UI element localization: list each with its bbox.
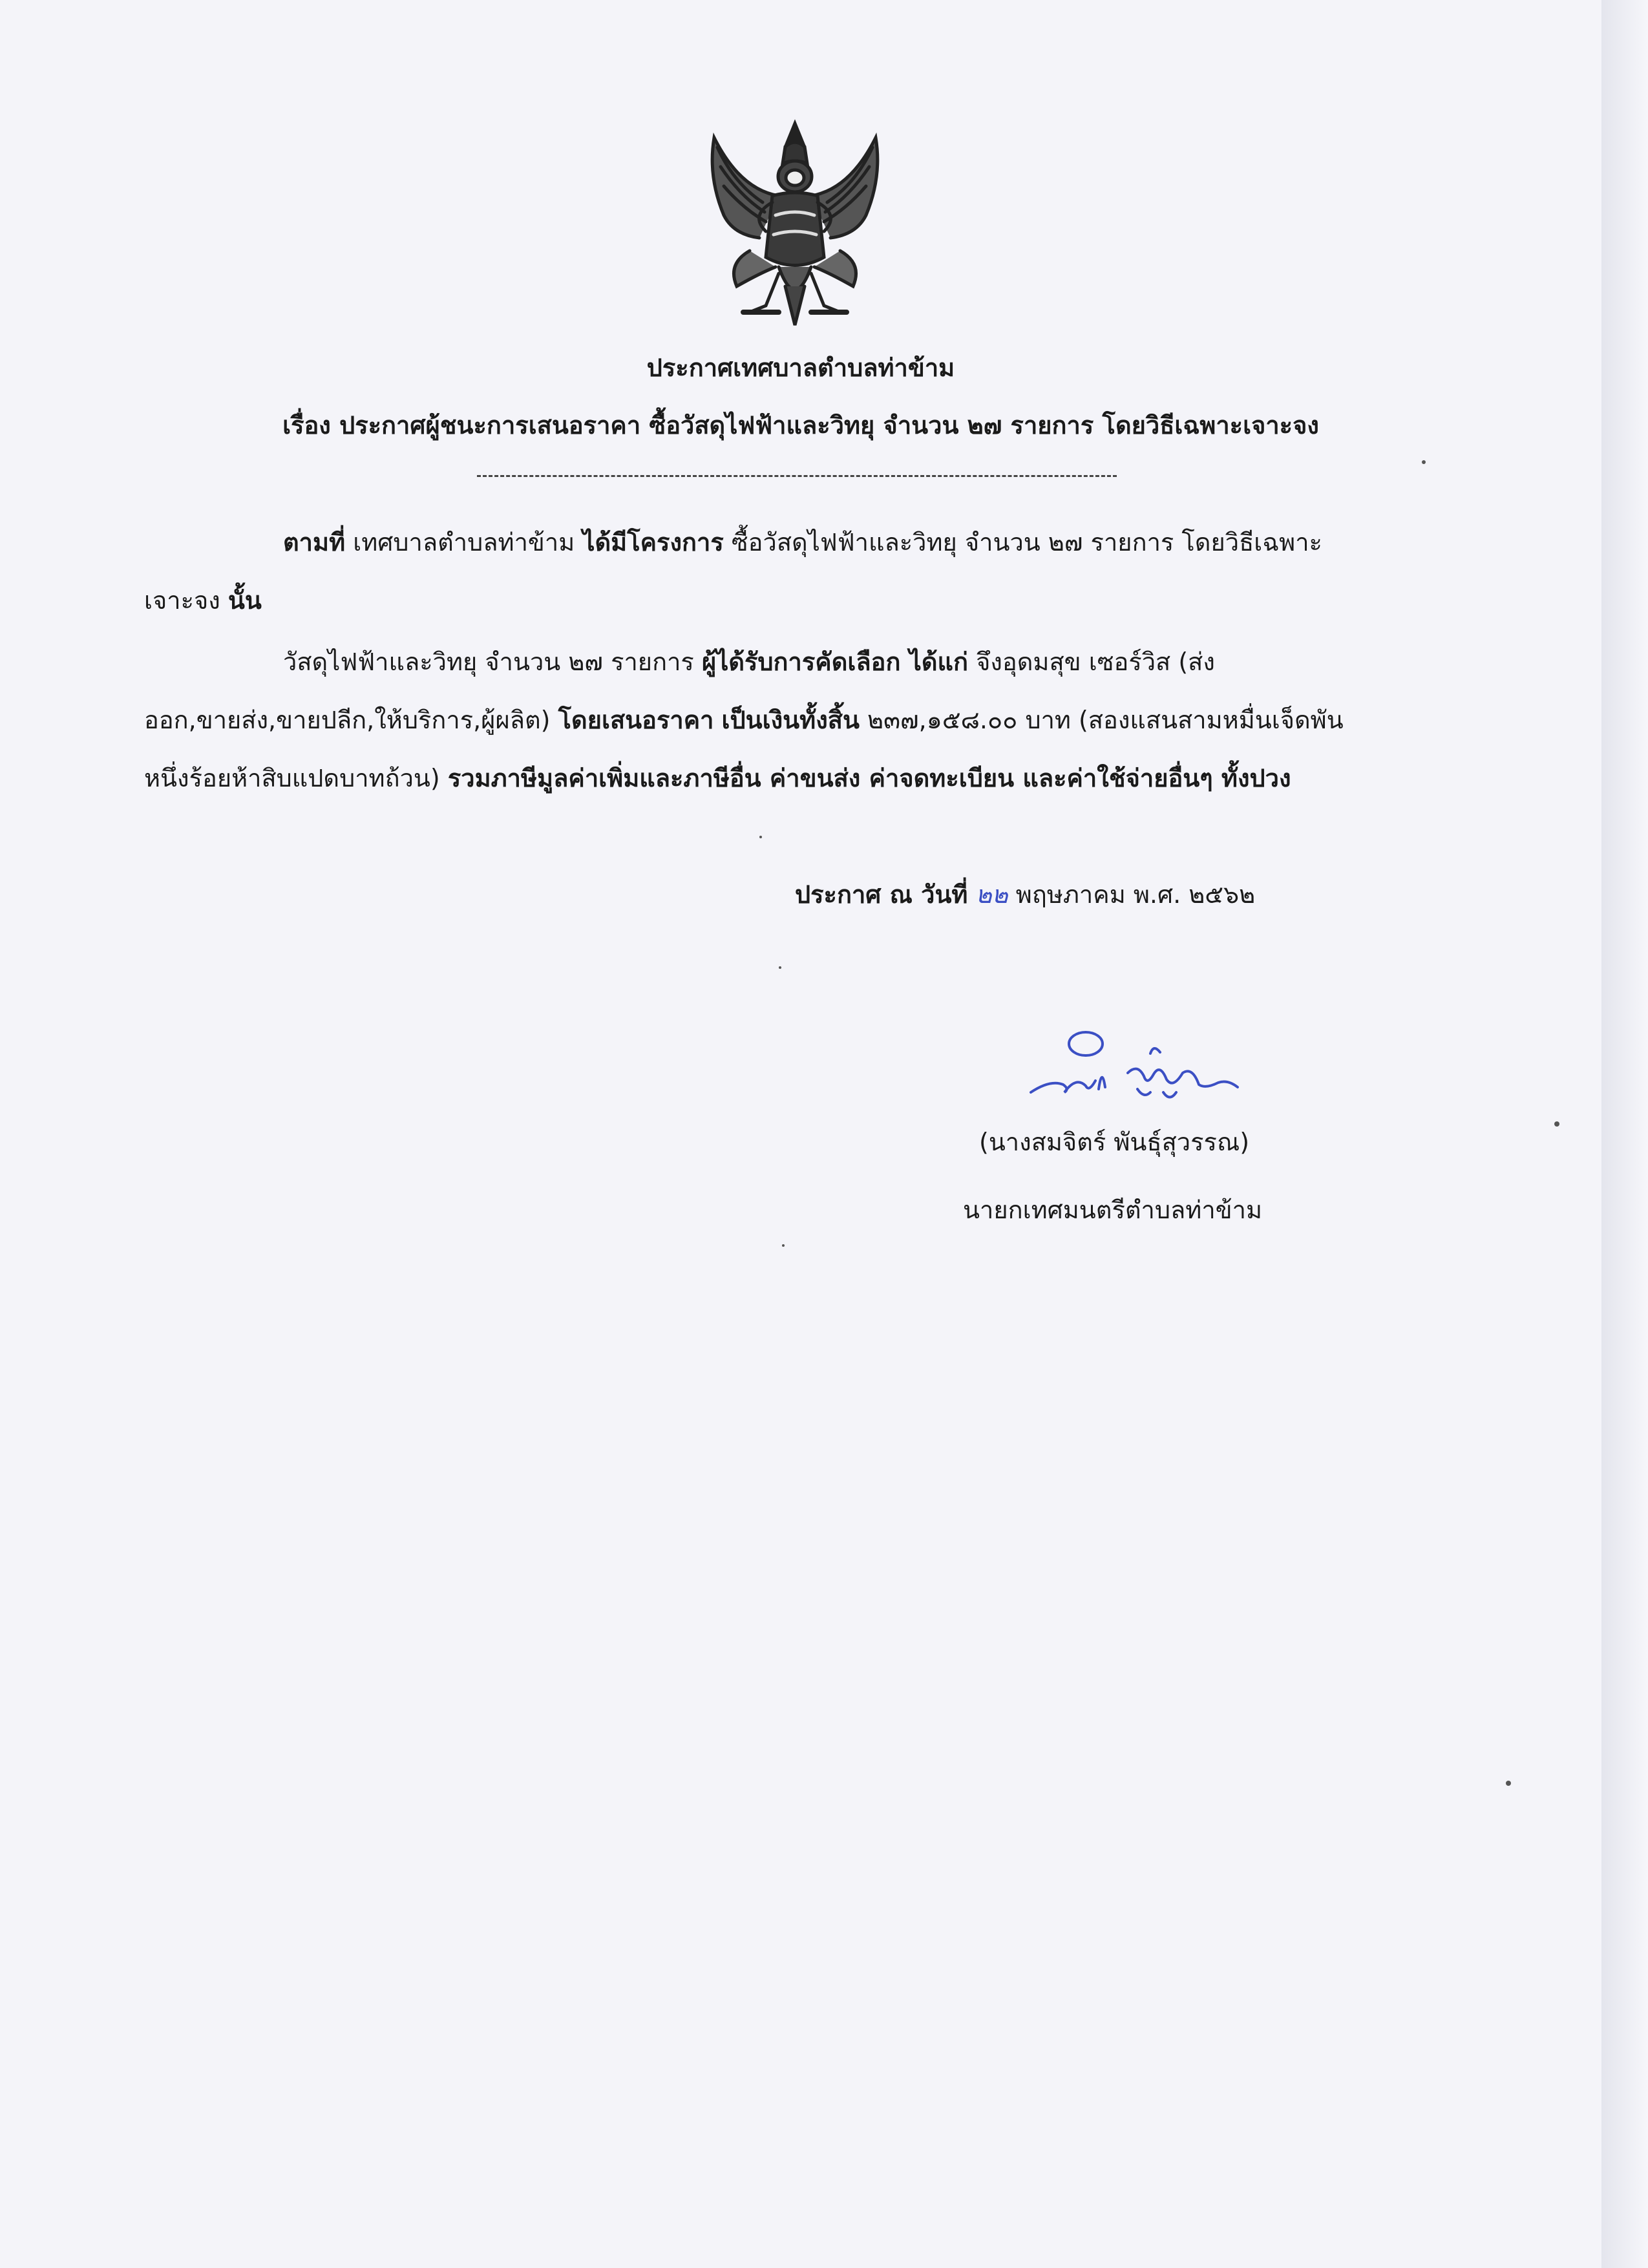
signer-name: (นางสมจิตร์ พันธุ์สุวรรณ)	[979, 1128, 1250, 1156]
scan-edge	[1601, 0, 1648, 2268]
p2-winner: จึงอุดมสุข เซอร์วิส (ส่ง	[976, 648, 1215, 676]
p2-total-label: เป็นเงินทั้งสิ้น	[721, 706, 860, 734]
signer-position: นายกเทศมนตรีตำบลท่าข้าม	[963, 1196, 1263, 1224]
p2-amount-cont: หนึ่งร้อยห้าสิบแปดบาทถ้วน)	[144, 764, 440, 792]
paragraph-2-line-1	[283, 650, 1215, 674]
scan-speck	[1422, 460, 1426, 464]
p2-amount: ๒๓๗,๑๕๘.๐๐ บาท (สองแสนสามหมื่นเจ็ดพัน	[867, 706, 1344, 734]
p2-item: วัสดุไฟฟ้าและวิทยุ จำนวน ๒๗ รายการ	[283, 648, 694, 676]
document-subject: เรื่อง ประกาศผู้ชนะการเสนอราคา ซื้อวัสดุไฟฟ้าและวิทยุ จำนวน ๒๗ รายการ โดยวิธีเฉพาะเจาะจง	[282, 411, 1319, 440]
announce-label: ประกาศ ณ วันที่	[795, 880, 968, 909]
p1-project-label: ได้มีโครงการ	[582, 528, 724, 556]
scan-speck	[779, 966, 781, 969]
scan-speck	[782, 1244, 785, 1247]
paragraph-1-line-2	[144, 588, 262, 613]
p2-winner-cont: ออก,ขายส่ง,ขายปลีก,ให้บริการ,ผู้ผลิต)	[144, 706, 551, 734]
garuda-emblem-icon	[688, 118, 902, 341]
scan-speck	[1554, 1121, 1559, 1127]
scan-speck	[1506, 1781, 1511, 1786]
p2-price-label: โดยเสนอราคา	[558, 706, 714, 734]
announce-day: ๒๒	[975, 880, 1008, 909]
p1-project: ซื้อวัสดุไฟฟ้าและวิทยุ จำนวน ๒๗ รายการ โดยวิธีเฉพาะ	[731, 528, 1322, 556]
p1-org: เทศบาลตำบลท่าข้าม	[353, 528, 575, 556]
document-title: ประกาศเทศบาลตำบลท่าข้าม	[646, 354, 955, 382]
p2-winner-label: ผู้ได้รับการคัดเลือก ได้แก่	[701, 648, 968, 676]
announce-date	[795, 882, 1255, 907]
scan-speck	[759, 836, 762, 838]
announce-month-year: พฤษภาคม พ.ศ. ๒๕๖๒	[1015, 880, 1256, 909]
p1-end: นั้น	[227, 586, 262, 615]
p1-cont: เจาะจง	[144, 586, 220, 615]
handwritten-signature-icon	[1024, 1028, 1244, 1112]
paragraph-2-line-3	[144, 766, 1291, 790]
paragraph-2-line-2	[144, 708, 1344, 732]
p1-lead: ตามที่	[283, 528, 346, 556]
paragraph-1-line-1	[283, 530, 1322, 555]
p2-tax-note: รวมภาษีมูลค่าเพิ่มและภาษีอื่น ค่าขนส่ง ค่าจดทะเบียน และค่าใช้จ่ายอื่นๆ ทั้งปวง	[447, 764, 1291, 792]
divider	[477, 475, 1117, 477]
